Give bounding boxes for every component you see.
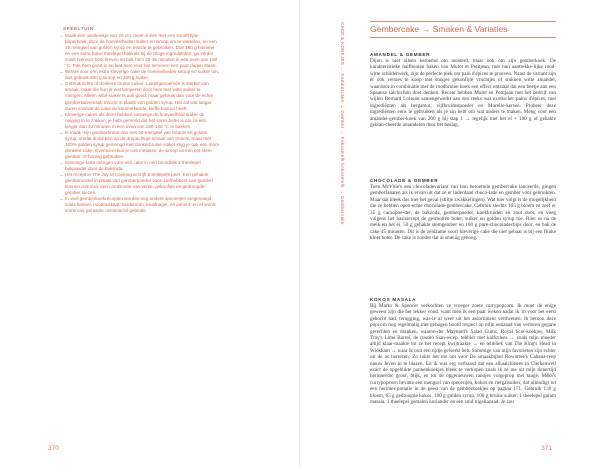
arrow-icon: → bbox=[59, 172, 64, 178]
tip-text: Ik maak mijn gemberbrood van een 50-mengsel van treacle en golden syrup, omdat ik dol ben op de dropachtige smaak van treacle, maar met 100% golden syrup gemengd met donkerbruine suiker krijg je ook een mooi donkere cake. Eventueel kun je ook melasse, de siroop uit een pot stem-gember, of honing gebruiken. bbox=[65, 129, 219, 159]
running-head-text: CAKE & KOEKJES → Gembercake → Gember → Kokosmelk kokosmelk → Gembercake bbox=[340, 22, 345, 225]
tip-text: Sommige koks mengen voor een cake in een broodblik 1 theelepel bakpoeder door de baksoda. bbox=[65, 159, 201, 172]
tips-list bbox=[59, 33, 219, 214]
section-heading: AMANDEL & GEMBER bbox=[370, 52, 431, 57]
section-amandel-gember bbox=[370, 52, 556, 128]
tip-text: In veel gemberkoekrecepten worden nog andere specerijen toegevoegd, zoals kaneel, nootmuskaat, kardemom, kruidnagel, en piment, en er wordt soms ook geraspte citroenschil gebruikt. bbox=[65, 196, 216, 214]
tip-item bbox=[59, 130, 219, 160]
page-title: Gembercake → Smaken & Variaties bbox=[370, 24, 508, 34]
tip-text: Het recept in The Joy of Cooking schrijft 8 eetlepels peer. Een gehakte gemberwortel in plaats van gemberpoeder voor. Liefhebbers van gember kunnen ook voor een combinatie van verse, gekonfijte en gedroogde gember kiezen. bbox=[65, 172, 214, 196]
tip-item bbox=[59, 196, 219, 214]
arrow-icon: → bbox=[59, 159, 64, 165]
section-heading: KOKOS MASALA bbox=[370, 297, 417, 302]
tip-text: Maak een uienkoekje van 20 cm, meel in één met een snoeft fijne peperkoek, door de hoeveelheden suiker en siroop om te wisselen, en een 15 mengsel van golden syrup en treacle te gebruiken. Doe 150 g hoeveel en een extra halve theelepel bakkels bij de droge ingrediënten, ga verder zoals hiervoor beschreven en bak hem 30-35 minuten in een oven van 160 °C. Pak hem goed in en laat hem voor het serveren een paar dagen staan. bbox=[65, 33, 218, 69]
arrow-icon: → bbox=[59, 129, 64, 135]
page-gutter bbox=[299, 0, 300, 468]
arrow-icon: → bbox=[59, 196, 64, 202]
tip-item bbox=[59, 112, 219, 130]
section-body: Bij Marks & Spencer verkochten ze vroeger zoete currypopcorn. Ik moet de enige geweest zijn die het lekker vond, want toen ik een paar weken nadat ik 'm voor het eerst gekocht had, terugging, was-ie al weer uit het assortiment verdwenen. Ik betoon deze popcorn nog regelmatig met gebogen hoofd respect op mijn eenzaad van verloren gegane gerechten en dranken, waaron-der Maynard's Salad Gums, Royal Scot-koekjes, Milk Tray's Lime Barrel, de (oude) Sian-recep, tebbler met kalfsvlees → zoals mijn moeder altijd klaar-maakte tot ze het recept kwijtraakte → en tebbliek van The King's Head in Wickham → waar ik ooit een tijdje gewerkt heb. Sommige van mijn favorieten zijn echter uit de as herrezen. Zo lukte het me om voor De smaakbijbel Rowntree's Cabana-reep nieuw leven in te blazen. En ik was erg verbaasd dat een alhaalchinees in Clerkenwell exact de opgeblikte pannenkoekjes bleek te verkopen zoals ik ze me uit mijn tienertijd herinnerde: groot, blijk, en tot de opgenieuwen randjes volgeprop met taugé. M&S's currypopcorn bevatte een mengsel van specerijen, kokos en rietgalsuiker, dat uitnodigt tot een herinter-pretatie in de geest van de gemberkoekjes op pagina 171. Gebruik 130 g bloem, 65 g gedroogde kokos, 100 g golden syrup, 100 g bruine suiker, 1 theelepel garam masala, 1 theelepel gemalen koriander en een snuf nigellazaad. Je zou bbox=[370, 303, 556, 406]
section-body: Dijon is niet alleen beroemd om mosterd, maar ook om zijn gemberkoek. De karakteristieke halfhouten baken van Mulot et Petitjean, met hun aantrekke-lijke rood-witte schilderwerk, zijn de perfecte plek om pain d'épices te proeven. Naast de variant zijn er ook versies te koop met stukjes gekonfijte vruchtjes of stukken witte amandel, waardoor in combinatie met de roodbruine koek een effect ontstaat dat een beetje aan een Spaanse salchichón doet denken. Recent hebben Mulot en Petitjean met het bedrijf van wijlen Bernard Loiseau samengewerkt aan een reeks wat exotischer pains d'épices, met ingrediënten als bergamot, vijfkruidenpoeder en Morello-kersen. Probeer deze ingrediënten eens te gebruiken als je zin hebt om wat anders te maken. Meng voor een amandel-gember-koek van 200 g bij stap 1 → tegelijk met het ei + 100 g of gebakte geblan-cheerde amandelen door het beslag. bbox=[370, 58, 556, 129]
tip-item bbox=[59, 81, 219, 111]
tip-item bbox=[59, 69, 219, 81]
tip-text: Kleverige cakes als deze hebben vanwege de hoeveelheid suiker de neiging in te zakken; je hebt gemerkt dat het soms beter is om ze iets langer dan 40 minuten in een oven van 150-160 °C te bakken. bbox=[65, 111, 206, 129]
tip-item bbox=[59, 172, 219, 196]
tip-item bbox=[59, 160, 219, 172]
page-number-left: 370 bbox=[48, 445, 59, 452]
arrow-icon: → bbox=[59, 33, 64, 38]
section-body: Toen McVitie's een chocoladevariant van hun beroemde gembercake lanceerde, gingen gemberfanaten als ik ervan uit dat ze er inderdaad choco-lade en gember voor gebruikten. Maar dat bleek dus niet het geval (stiltje zwakkelingen). Wat hier volgt is de mogelijkheid die ze hebben open-echte chocolade-gembercake. Gebruik slechts 165 g bloem en zeef er 35 g cacaopoe-der, de bakzoda, gemberpoeder, koekkruiden en zout door, en voeg volgens het basisrecept de gesmolten boter, suiker en golden syrup toe. Roer er na de melk en het ei, 50 g gehakte stemgember en 100 g pure-chocoladechips door, en bak de cake 45 minuten. Dit is de zeldzame soort kleverige cake die niet gebaat is bij een flinke kloet boter. De cake is zonder dat al smeuïg genoeg. bbox=[370, 184, 556, 242]
section-chocolade-gember bbox=[370, 178, 556, 242]
section-heading: CHOCOLADE & GEMBER bbox=[370, 178, 439, 183]
arrow-icon: → bbox=[59, 81, 64, 87]
tip-text: Gebruik lichte of donkere bruine suiker. Laatstgenoemde is sterker van smaak, maar die kun je wat temperen door hem met witte suiker te mengen. Alleen witte suiker is ook goed, maar gebruik dan voor de echte gemberkaleemsak treacle in plaats van golden syrup. Het zal wat langer duren voordat de cake de kenmerkende, kleffe textuur heeft. bbox=[65, 81, 214, 111]
running-head bbox=[337, 22, 346, 242]
arrow-icon: → bbox=[59, 69, 64, 75]
title-rule-top bbox=[370, 21, 556, 22]
arrow-icon: → bbox=[59, 111, 64, 117]
section-kokos-masala bbox=[370, 297, 556, 406]
title-rule-bottom bbox=[370, 37, 556, 38]
page-number-right: 371 bbox=[541, 445, 552, 452]
tip-item bbox=[59, 33, 219, 69]
tip-text: Wissel voor een extra kleverige cake de hoeveelheden siroop en suiker om, dus gebruik 200 g siroop en 100 g suiker. bbox=[65, 69, 219, 81]
section-label: SPEELTUIN bbox=[63, 26, 94, 31]
